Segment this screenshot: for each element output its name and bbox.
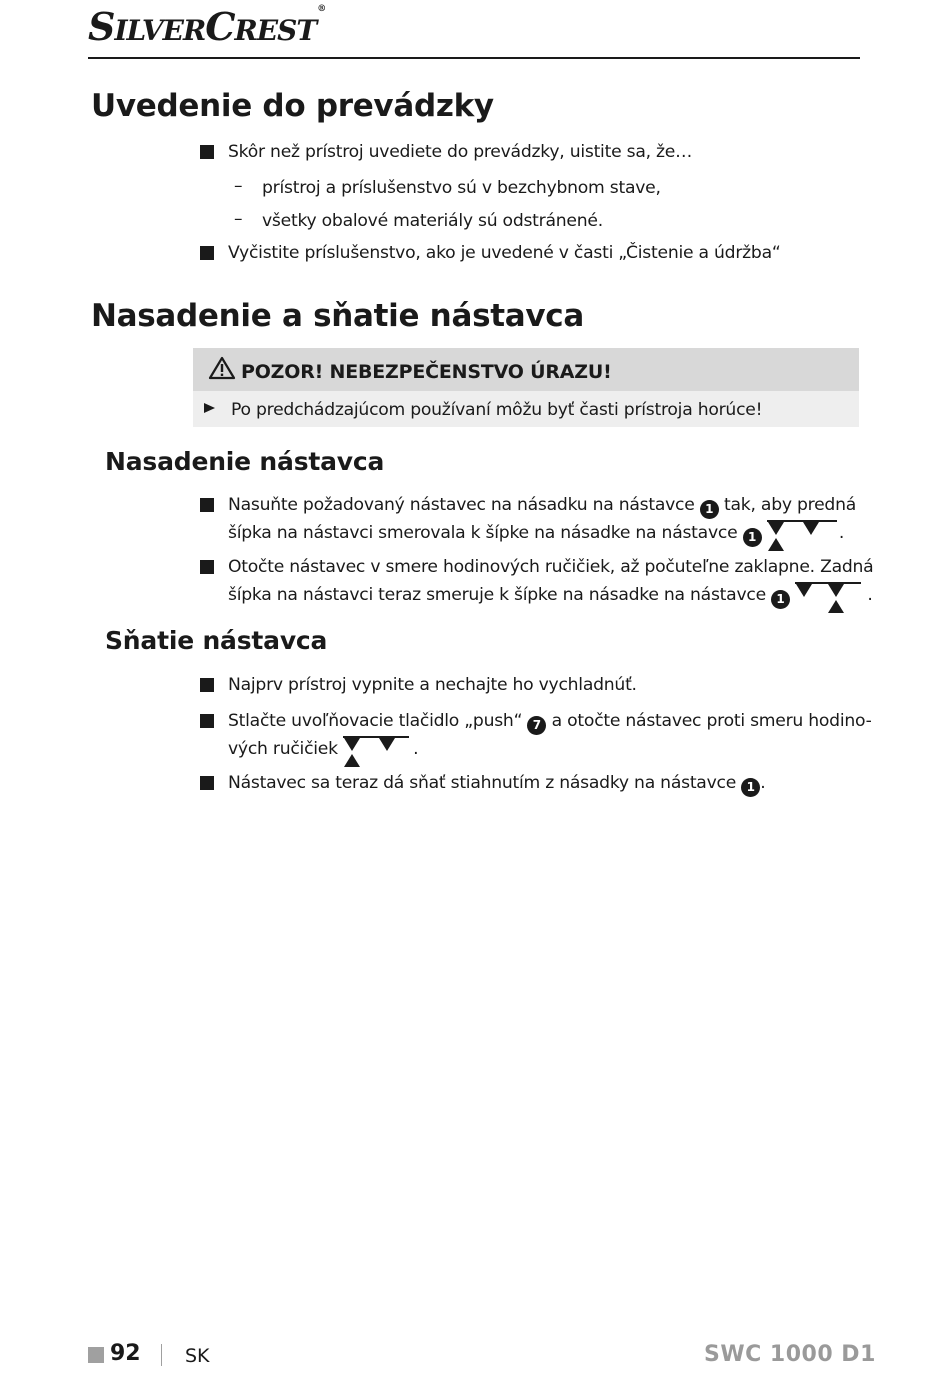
ref-number: 7 — [527, 716, 546, 735]
page-number: 92 — [110, 1341, 141, 1366]
list-item: prístroj a príslušenstvo sú v bezchybnom stave, — [262, 178, 661, 198]
header-rule — [88, 57, 860, 59]
footer-square — [88, 1347, 104, 1363]
list-item-continued: vých ručičiek . — [228, 734, 418, 760]
bullet-square — [200, 246, 214, 260]
brand-logo: SILVERCREST® — [88, 4, 326, 49]
arrow-alignment-icon — [795, 580, 867, 614]
bullet-square — [200, 145, 214, 159]
bullet-square — [200, 678, 214, 692]
dash-marker: – — [234, 209, 243, 229]
list-item: všetky obalové materiály sú odstránené. — [262, 211, 603, 231]
list-item: Najprv prístroj vypnite a nechajte ho vychladnúť. — [228, 675, 637, 695]
ref-number: 1 — [743, 528, 762, 547]
arrow-alignment-icon — [343, 734, 413, 768]
dash-marker: – — [234, 176, 243, 196]
model-number: SWC 1000 D1 — [704, 1342, 876, 1367]
bullet-square — [200, 714, 214, 728]
list-item-continued: šípka na nástavci smerovala k šípke na násadke na nástavce 1 . — [228, 518, 844, 544]
warning-triangle-icon — [208, 356, 236, 380]
list-item-continued: šípka na nástavci teraz smeruje k šípke na násadke na nástavce 1 . — [228, 580, 873, 606]
bullet-square — [200, 776, 214, 790]
warning-text: Po predchádzajúcom používaní môžu byť časti prístroja horúce! — [231, 400, 763, 420]
bullet-square — [200, 560, 214, 574]
ref-number: 1 — [771, 590, 790, 609]
bullet-square — [200, 498, 214, 512]
list-item: Nasuňte požadovaný nástavec na násadku na nástavce 1 tak, aby predná — [228, 492, 856, 518]
footer-divider — [161, 1344, 162, 1366]
list-item: Stlačte uvoľňovacie tlačidlo „push“ 7 a otočte nástavec proti smeru hodino- — [228, 708, 872, 734]
subsection-title-remove: Sňatie nástavca — [105, 626, 328, 655]
list-item: Skôr než prístroj uvediete do prevádzky, uistite sa, že… — [228, 142, 693, 162]
list-item: Otočte nástavec v smere hodinových ručičiek, až počuteľne zaklapne. Zadná — [228, 557, 874, 577]
list-item: Nástavec sa teraz dá sňať stiahnutím z násadky na nástavce 1 . — [228, 770, 765, 796]
subsection-title-attach: Nasadenie nástavca — [105, 447, 385, 476]
arrow-alignment-icon — [767, 518, 839, 552]
ref-number: 1 — [741, 778, 760, 797]
section-title-commissioning: Uvedenie do prevádzky — [91, 88, 494, 124]
language-code: SK — [185, 1345, 210, 1367]
list-item: Vyčistite príslušenstvo, ako je uvedené v časti „Čistenie a údržba“ — [228, 243, 781, 263]
ref-number: 1 — [700, 500, 719, 519]
arrow-right-icon — [204, 403, 215, 413]
section-title-attach-remove: Nasadenie a sňatie nástavca — [91, 298, 584, 334]
warning-title: POZOR! NEBEZPEČENSTVO ÚRAZU! — [241, 361, 612, 383]
